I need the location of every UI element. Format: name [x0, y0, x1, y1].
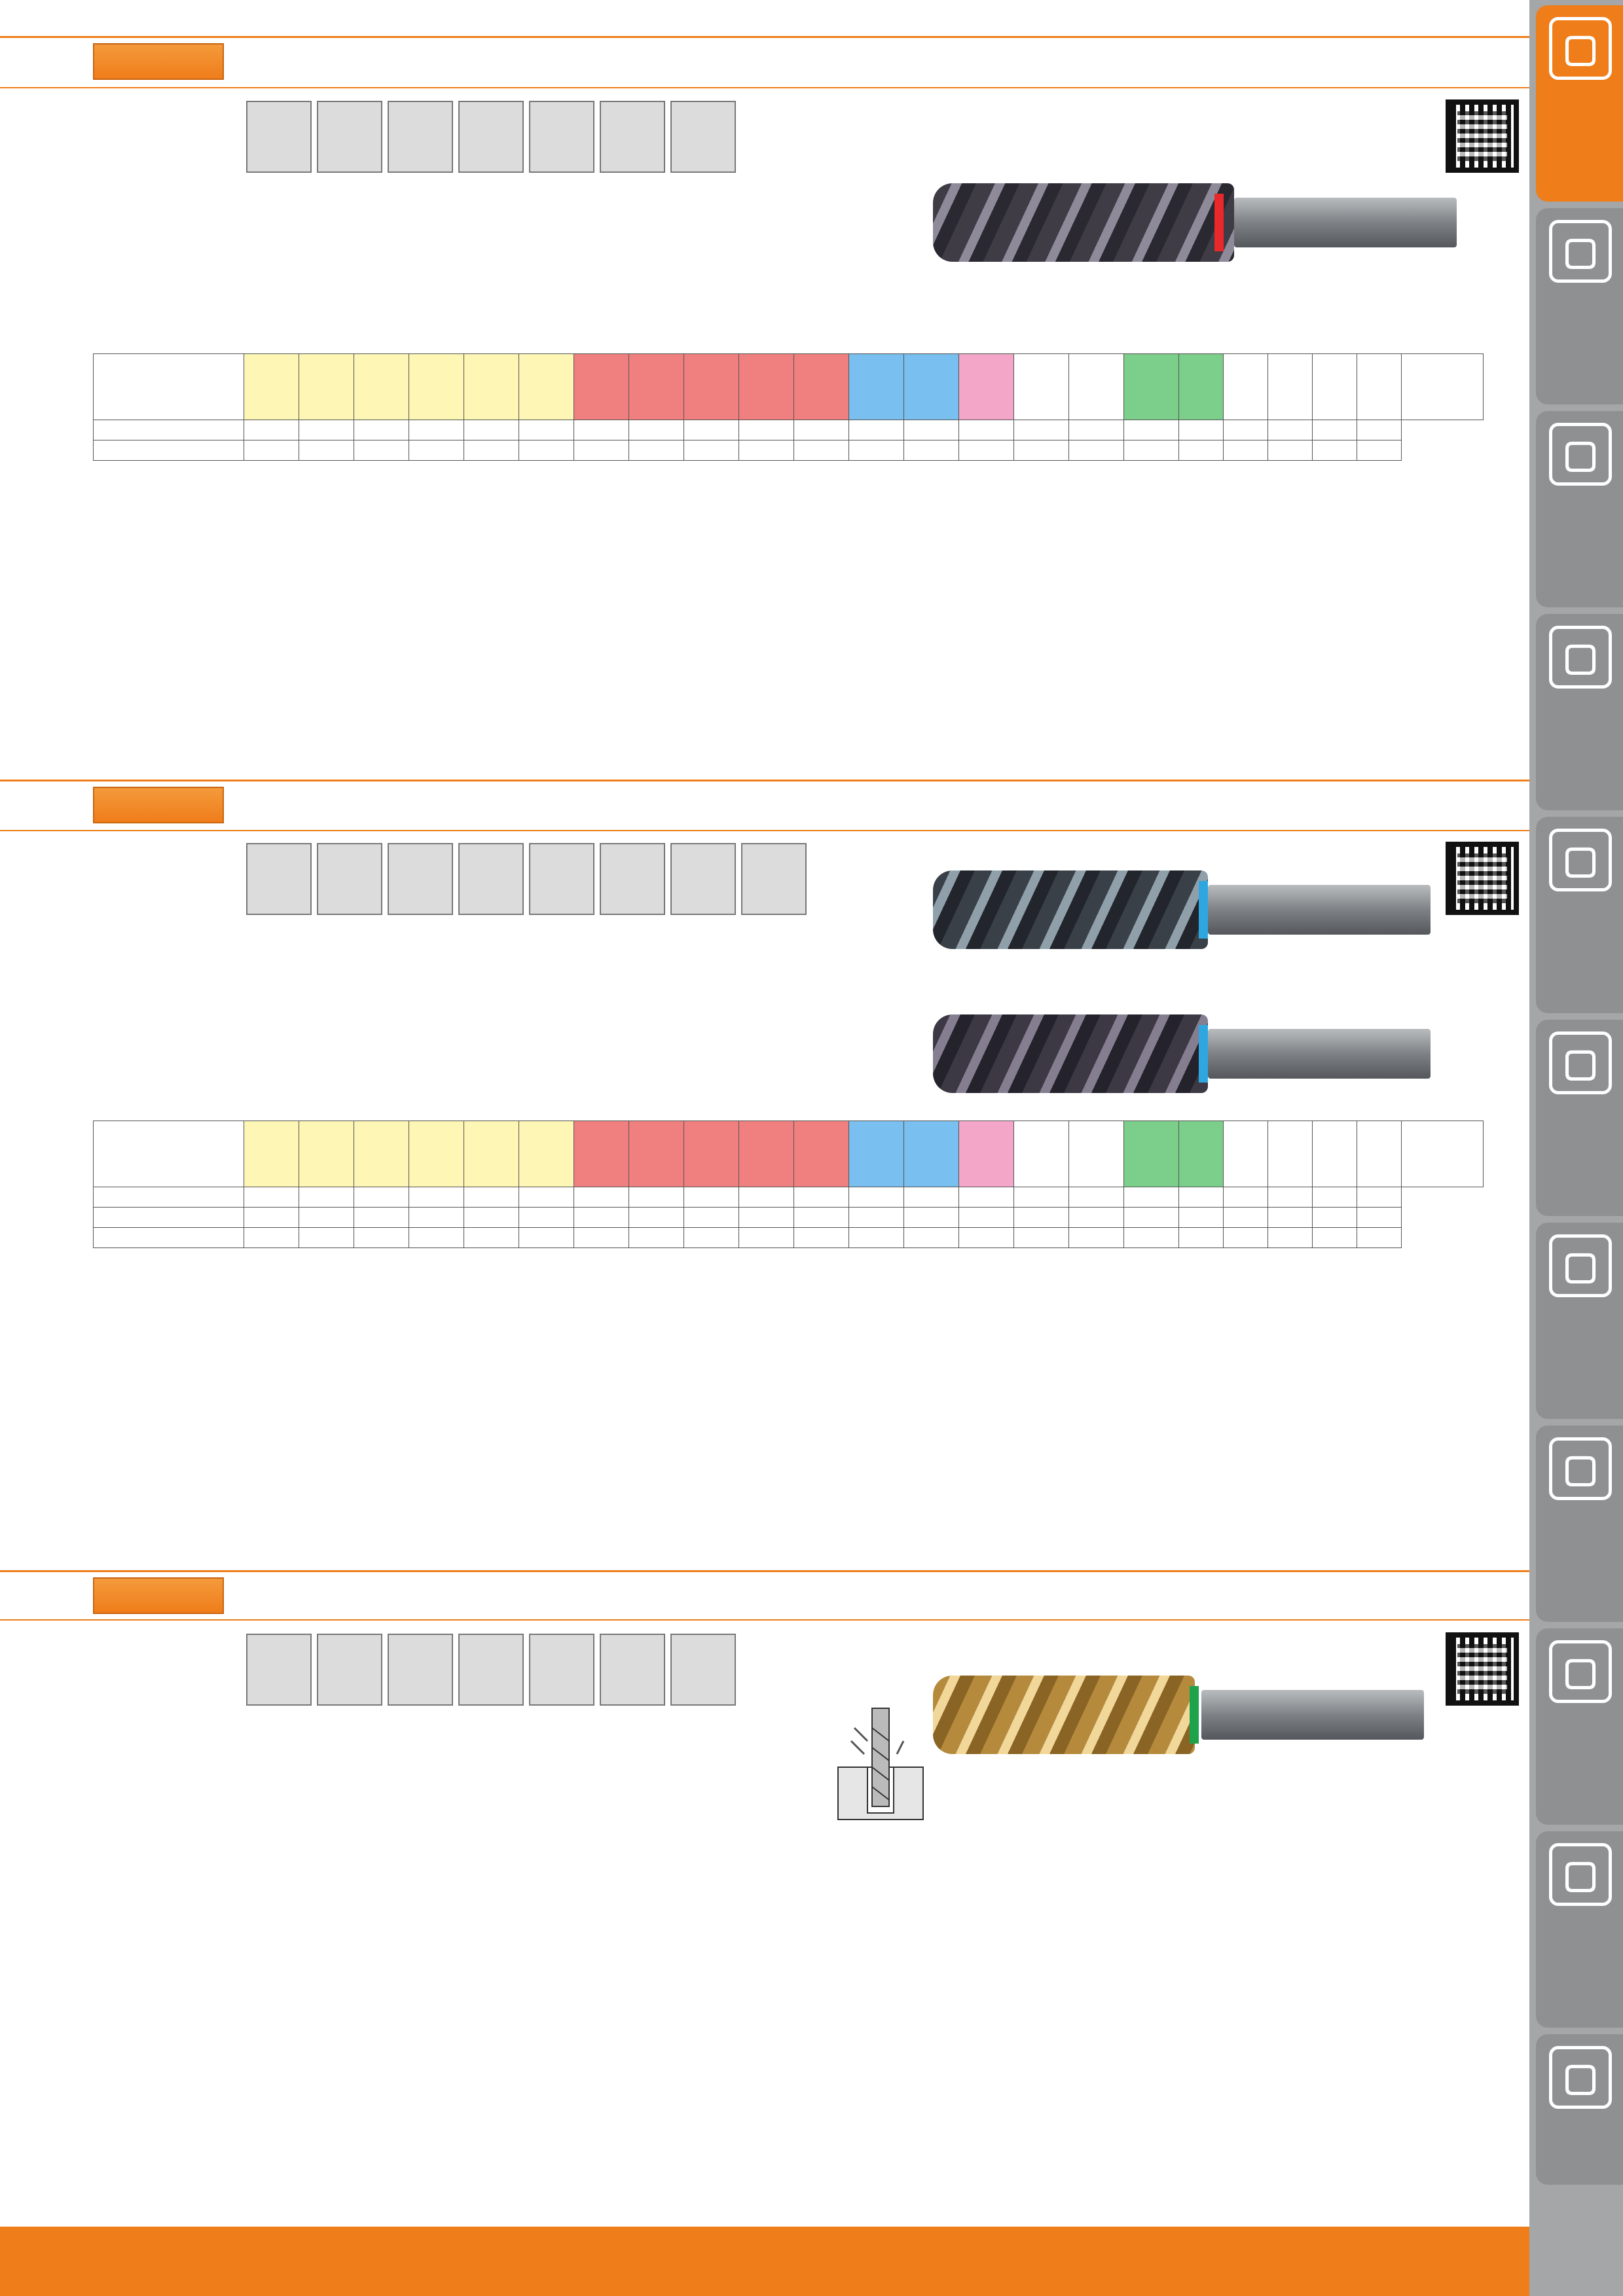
eignung-label — [94, 354, 244, 420]
iso-code — [409, 420, 464, 440]
cutting-speed — [464, 440, 519, 461]
feature-label — [530, 102, 593, 118]
cutting-speed — [794, 440, 849, 461]
material-column — [299, 1121, 354, 1187]
eignung-table — [93, 353, 1484, 461]
feature-icon — [600, 843, 665, 915]
feature-label — [672, 102, 735, 118]
cutting-speed — [1268, 1228, 1313, 1248]
material-column — [244, 1121, 299, 1187]
cutting-speed — [1224, 440, 1268, 461]
iso-code — [1313, 420, 1357, 440]
qr-code[interactable] — [1446, 99, 1519, 173]
eignung-table — [93, 1121, 1484, 1248]
material-column — [1402, 1121, 1484, 1187]
material-column — [574, 354, 629, 420]
cutting-speed — [464, 1228, 519, 1248]
iso-code — [1268, 1187, 1313, 1208]
iso-code — [574, 420, 629, 440]
cutting-speed — [739, 1208, 794, 1228]
info-icon: ▢ — [1549, 2046, 1612, 2109]
article-number — [94, 1228, 244, 1248]
saw-blade-icon: ▢ — [1549, 829, 1612, 891]
iso-code — [299, 1187, 354, 1208]
tap-image — [933, 183, 1457, 262]
cutting-speed — [1014, 440, 1069, 461]
material-column — [1313, 1121, 1357, 1187]
material-column — [959, 354, 1014, 420]
cutting-speed — [1124, 440, 1179, 461]
iso-code — [464, 1187, 519, 1208]
cutting-speed — [629, 440, 684, 461]
iso-code — [1224, 1187, 1268, 1208]
material-column — [1069, 354, 1124, 420]
material-column — [1402, 354, 1484, 420]
iso-code-label — [94, 1187, 244, 1208]
material-column — [354, 354, 409, 420]
feature-label — [672, 1635, 735, 1651]
material-column — [739, 354, 794, 420]
material-column — [794, 354, 849, 420]
cutting-speed — [409, 440, 464, 461]
material-column — [354, 1121, 409, 1187]
section-divider — [0, 780, 1529, 781]
feature-icon — [317, 843, 382, 915]
feature-icon — [388, 101, 453, 173]
feature-label — [530, 844, 593, 860]
cutting-speed — [519, 1228, 574, 1248]
feature-icon — [246, 1634, 312, 1706]
feature-icon — [246, 843, 312, 915]
material-column — [684, 1121, 739, 1187]
qr-code[interactable] — [1446, 842, 1519, 915]
iso-code — [519, 1187, 574, 1208]
chuck-icon: ▢ — [1549, 423, 1612, 486]
iso-code — [1124, 1187, 1179, 1208]
cutting-speed — [519, 440, 574, 461]
feature-icon — [317, 101, 382, 173]
material-column — [849, 1121, 904, 1187]
cutting-speed — [959, 1208, 1014, 1228]
chapter-tab-9[interactable] — [1536, 1628, 1623, 1825]
feature-label — [389, 1635, 452, 1651]
cutting-speed — [959, 1228, 1014, 1248]
feature-label — [318, 102, 381, 118]
tap-image — [933, 1676, 1424, 1754]
feature-label — [247, 1635, 310, 1651]
feature-label — [389, 844, 452, 860]
iso-code — [1014, 1187, 1069, 1208]
cutting-speed — [354, 440, 409, 461]
drill-icon: ▢ — [1549, 17, 1612, 80]
cutting-speed — [1357, 440, 1402, 461]
chapter-tab-3[interactable] — [1536, 411, 1623, 607]
chapter-tab-0[interactable] — [1536, 1831, 1623, 2028]
cutting-speed — [574, 1208, 629, 1228]
feature-icon — [246, 101, 312, 173]
material-column — [959, 1121, 1014, 1187]
cutting-speed — [1124, 1208, 1179, 1228]
material-column — [904, 354, 959, 420]
iso-code — [739, 1187, 794, 1208]
cutting-speed — [849, 1208, 904, 1228]
iso-code — [1069, 1187, 1124, 1208]
iso-code — [574, 1187, 629, 1208]
section-divider — [0, 1619, 1529, 1621]
cutting-speed — [354, 1228, 409, 1248]
feature-label — [460, 844, 522, 860]
material-column — [904, 1121, 959, 1187]
tap-image-137700 — [933, 1014, 1431, 1093]
eignung-label — [94, 1121, 244, 1187]
chapter-tab-i[interactable] — [1536, 2034, 1623, 2185]
cutting-speed — [739, 440, 794, 461]
feature-label — [247, 102, 310, 118]
section-divider — [0, 87, 1529, 88]
iso-code — [794, 420, 849, 440]
cutting-speed — [1357, 1208, 1402, 1228]
chapter-tab-7[interactable] — [1536, 1223, 1623, 1419]
article-number — [94, 440, 244, 461]
iso-code — [244, 1187, 299, 1208]
chapter-tab-5[interactable] — [1536, 817, 1623, 1013]
iso-code — [1124, 420, 1179, 440]
material-column — [574, 1121, 629, 1187]
cutting-speed — [1224, 1208, 1268, 1228]
cutting-speed — [299, 1228, 354, 1248]
material-column — [1268, 1121, 1313, 1187]
material-column — [1224, 1121, 1268, 1187]
cabinet-icon: ▢ — [1549, 1640, 1612, 1703]
cutting-speed — [684, 1208, 739, 1228]
material-column — [519, 354, 574, 420]
iso-code — [959, 420, 1014, 440]
iso-code — [849, 420, 904, 440]
qr-code[interactable] — [1446, 1632, 1519, 1706]
insert-icon: ▢ — [1549, 220, 1612, 283]
cutting-speed — [1069, 1228, 1124, 1248]
feature-label — [742, 844, 805, 860]
material-column — [794, 1121, 849, 1187]
material-column — [519, 1121, 574, 1187]
iso-code — [1179, 1187, 1224, 1208]
iso-code — [1014, 420, 1069, 440]
cutting-speed — [574, 440, 629, 461]
iso-code-label — [94, 420, 244, 440]
cutting-speed — [244, 1208, 299, 1228]
cutting-speed — [464, 1208, 519, 1228]
material-column — [684, 354, 739, 420]
cutting-speed — [1357, 1228, 1402, 1248]
feature-icon — [388, 1634, 453, 1706]
material-column — [1357, 354, 1402, 420]
chapter-tab-8[interactable] — [1536, 1426, 1623, 1622]
iso-code — [959, 1187, 1014, 1208]
feature-label — [389, 102, 452, 118]
cutting-speed — [244, 1228, 299, 1248]
iso-code — [794, 1187, 849, 1208]
feature-icon — [529, 101, 594, 173]
garant-logo — [93, 787, 224, 823]
cutting-speed — [959, 440, 1014, 461]
feature-icon — [741, 843, 807, 915]
cutting-speed — [849, 1228, 904, 1248]
feature-label — [460, 1635, 522, 1651]
iso-code — [904, 1187, 959, 1208]
feature-icon — [317, 1634, 382, 1706]
cutting-speed — [739, 1228, 794, 1248]
article-number — [94, 1208, 244, 1228]
material-column — [464, 1121, 519, 1187]
feature-label — [672, 844, 735, 860]
chapter-tab-4[interactable] — [1536, 614, 1623, 810]
feature-icon — [600, 101, 665, 173]
feature-label — [601, 844, 664, 860]
feature-icon — [600, 1634, 665, 1706]
pliers-icon: ▢ — [1549, 1234, 1612, 1297]
feature-label — [460, 102, 522, 118]
iso-code — [1179, 420, 1224, 440]
feature-icon — [458, 1634, 524, 1706]
feature-icon — [670, 101, 736, 173]
material-column — [1179, 354, 1224, 420]
section-divider — [0, 830, 1529, 831]
iso-code — [1313, 1187, 1357, 1208]
feature-icon — [670, 843, 736, 915]
iso-code — [464, 420, 519, 440]
material-column — [409, 354, 464, 420]
garant-logo — [93, 1577, 224, 1614]
iso-code — [684, 1187, 739, 1208]
cutting-speed — [1313, 1228, 1357, 1248]
cutting-speed — [299, 440, 354, 461]
cutting-speed — [904, 440, 959, 461]
material-column — [1224, 354, 1268, 420]
material-column — [464, 354, 519, 420]
cutting-speed — [574, 1228, 629, 1248]
iso-code — [684, 420, 739, 440]
cutting-speed — [1313, 1208, 1357, 1228]
material-column — [1357, 1121, 1402, 1187]
cutting-speed — [1224, 1228, 1268, 1248]
feature-icon — [529, 1634, 594, 1706]
cutting-speed — [1124, 1228, 1179, 1248]
iso-code — [1069, 420, 1124, 440]
feature-label — [601, 102, 664, 118]
toolbox-icon: ▢ — [1549, 1437, 1612, 1500]
cutting-speed — [794, 1208, 849, 1228]
material-column — [244, 354, 299, 420]
iso-code — [519, 420, 574, 440]
material-column — [1179, 1121, 1224, 1187]
chapter-tab-6[interactable] — [1536, 1020, 1623, 1216]
material-column — [1268, 354, 1313, 420]
feature-label — [247, 844, 310, 860]
cutting-speed — [1179, 440, 1224, 461]
cutting-speed — [904, 1228, 959, 1248]
iso-code — [299, 420, 354, 440]
section-divider — [0, 1570, 1529, 1572]
cutting-speed — [1069, 440, 1124, 461]
cross-section-illustration — [831, 1702, 930, 1826]
material-column — [1124, 1121, 1179, 1187]
iso-code — [354, 420, 409, 440]
material-column — [1014, 1121, 1069, 1187]
material-column — [1069, 1121, 1124, 1187]
iso-code — [904, 420, 959, 440]
iso-code — [1268, 420, 1313, 440]
cutting-speed — [409, 1228, 464, 1248]
feature-label — [318, 844, 381, 860]
feature-icon — [458, 843, 524, 915]
iso-code — [354, 1187, 409, 1208]
chapter-tab-1[interactable] — [1536, 5, 1623, 202]
iso-code — [1357, 1187, 1402, 1208]
material-column — [629, 354, 684, 420]
material-column — [409, 1121, 464, 1187]
material-column — [739, 1121, 794, 1187]
cutting-speed — [794, 1228, 849, 1248]
cutting-speed — [354, 1208, 409, 1228]
wrench-icon: ▢ — [1549, 1031, 1612, 1094]
cutting-speed — [904, 1208, 959, 1228]
cutting-speed — [1069, 1208, 1124, 1228]
material-column — [1124, 354, 1179, 420]
cutting-speed — [629, 1208, 684, 1228]
footer-bar — [0, 2227, 1529, 2296]
material-column — [629, 1121, 684, 1187]
cutting-speed — [629, 1228, 684, 1248]
feature-icon — [458, 101, 524, 173]
iso-code — [1224, 420, 1268, 440]
safety-glasses-icon: ▢ — [1549, 1843, 1612, 1906]
chapter-tab-2[interactable] — [1536, 208, 1623, 404]
cutting-speed — [1014, 1208, 1069, 1228]
cutting-speed — [684, 1228, 739, 1248]
iso-code — [629, 420, 684, 440]
cutting-speed — [1179, 1228, 1224, 1248]
iso-code — [409, 1187, 464, 1208]
feature-label — [318, 1635, 381, 1651]
material-column — [1313, 354, 1357, 420]
cutting-speed — [1268, 1208, 1313, 1228]
cutting-speed — [849, 440, 904, 461]
feature-icon — [670, 1634, 736, 1706]
feature-icon — [388, 843, 453, 915]
cutting-speed — [1313, 440, 1357, 461]
cutting-speed — [1014, 1228, 1069, 1248]
cutting-speed — [299, 1208, 354, 1228]
garant-logo — [93, 43, 224, 80]
feature-label — [530, 1635, 593, 1651]
iso-code — [1357, 420, 1402, 440]
material-column — [299, 354, 354, 420]
iso-code — [629, 1187, 684, 1208]
feature-icon — [529, 843, 594, 915]
iso-code — [244, 420, 299, 440]
material-column — [849, 354, 904, 420]
tap-image-137450 — [933, 870, 1431, 949]
cutting-speed — [244, 440, 299, 461]
feature-label — [601, 1635, 664, 1651]
cutting-speed — [1179, 1208, 1224, 1228]
cutting-speed — [409, 1208, 464, 1228]
iso-code — [739, 420, 794, 440]
cutting-speed — [519, 1208, 574, 1228]
material-column — [1014, 354, 1069, 420]
cutting-speed — [1268, 440, 1313, 461]
iso-code — [849, 1187, 904, 1208]
caliper-icon: ▢ — [1549, 626, 1612, 689]
section-divider — [0, 36, 1529, 38]
cutting-speed — [684, 440, 739, 461]
